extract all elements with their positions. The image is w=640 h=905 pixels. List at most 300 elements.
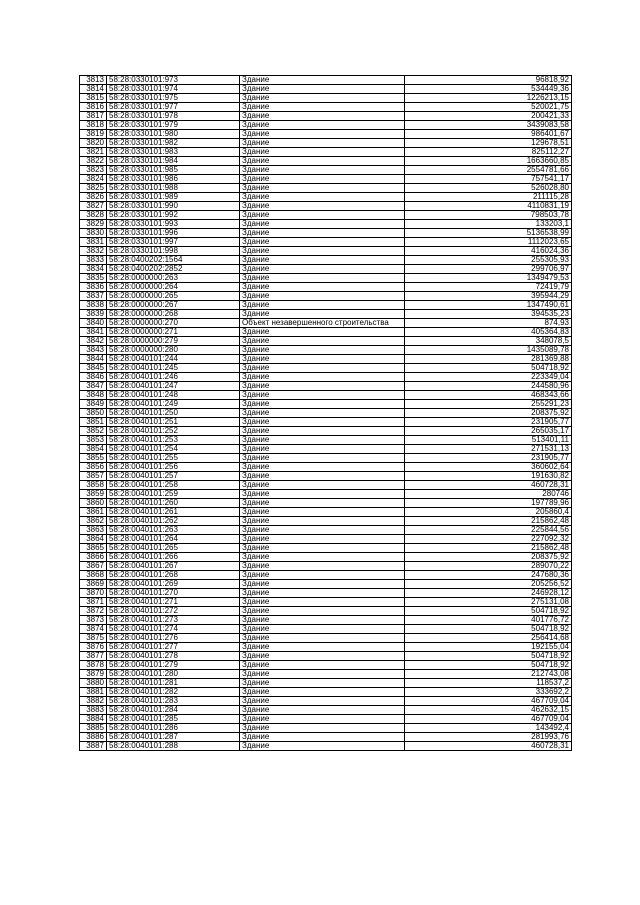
value-cell: 208375,92	[405, 409, 572, 418]
cadastral-number-cell: 58:28:0330101:998	[107, 247, 240, 256]
table-row	[80, 184, 572, 193]
table-row	[80, 364, 572, 373]
table-row	[80, 571, 572, 580]
object-type-cell: Здание	[240, 526, 405, 535]
row-number-cell: 3861	[80, 508, 107, 517]
value-cell: 255305,93	[405, 256, 572, 265]
row-number-cell: 3829	[80, 220, 107, 229]
cadastral-number-cell: 58:28:0040101:282	[107, 688, 240, 697]
value-cell: 504718,92	[405, 661, 572, 670]
table-row	[80, 463, 572, 472]
object-type-cell: Здание	[240, 463, 405, 472]
row-number-cell: 3853	[80, 436, 107, 445]
table-row	[80, 319, 572, 328]
object-type-cell: Здание	[240, 229, 405, 238]
object-type-cell: Здание	[240, 715, 405, 724]
row-number-cell: 3838	[80, 301, 107, 310]
row-number-cell: 3819	[80, 130, 107, 139]
object-type-cell: Здание	[240, 292, 405, 301]
row-number-cell: 3883	[80, 706, 107, 715]
cadastral-number-cell: 58:28:0040101:249	[107, 400, 240, 409]
table-row	[80, 139, 572, 148]
object-type-cell: Здание	[240, 742, 405, 751]
cadastral-number-cell: 58:28:0040101:251	[107, 418, 240, 427]
object-type-cell: Здание	[240, 85, 405, 94]
object-type-cell: Здание	[240, 103, 405, 112]
object-type-cell: Здание	[240, 238, 405, 247]
row-number-cell: 3862	[80, 517, 107, 526]
table-row	[80, 175, 572, 184]
table-row	[80, 337, 572, 346]
value-cell: 534449,36	[405, 85, 572, 94]
value-cell: 200421,33	[405, 112, 572, 121]
table-row	[80, 436, 572, 445]
table-row	[80, 391, 572, 400]
cadastral-number-cell: 58:28:0040101:286	[107, 724, 240, 733]
value-cell: 289070,22	[405, 562, 572, 571]
value-cell: 462632,15	[405, 706, 572, 715]
table-row	[80, 328, 572, 337]
object-type-cell: Здание	[240, 661, 405, 670]
value-cell: 265035,17	[405, 427, 572, 436]
cadastral-number-cell: 58:28:0040101:283	[107, 697, 240, 706]
object-type-cell: Здание	[240, 598, 405, 607]
object-type-cell: Здание	[240, 454, 405, 463]
object-type-cell: Здание	[240, 589, 405, 598]
table-row	[80, 130, 572, 139]
row-number-cell: 3818	[80, 121, 107, 130]
object-type-cell: Здание	[240, 580, 405, 589]
object-type-cell: Здание	[240, 616, 405, 625]
row-number-cell: 3820	[80, 139, 107, 148]
row-number-cell: 3839	[80, 310, 107, 319]
value-cell: 72419,79	[405, 283, 572, 292]
value-cell: 227092,32	[405, 535, 572, 544]
object-type-cell: Здание	[240, 427, 405, 436]
cadastral-number-cell: 58:28:0040101:253	[107, 436, 240, 445]
cadastral-number-cell: 58:28:0040101:252	[107, 427, 240, 436]
row-number-cell: 3846	[80, 373, 107, 382]
value-cell: 212743,08	[405, 670, 572, 679]
table-row	[80, 400, 572, 409]
cadastral-number-cell: 58:28:0330101:997	[107, 238, 240, 247]
row-number-cell: 3880	[80, 679, 107, 688]
table-row	[80, 607, 572, 616]
row-number-cell: 3841	[80, 328, 107, 337]
object-type-cell: Здание	[240, 553, 405, 562]
row-number-cell: 3830	[80, 229, 107, 238]
value-cell: 246928,12	[405, 589, 572, 598]
value-cell: 208375,92	[405, 553, 572, 562]
value-cell: 231905,77	[405, 418, 572, 427]
row-number-cell: 3849	[80, 400, 107, 409]
table-row	[80, 301, 572, 310]
table-row	[80, 274, 572, 283]
object-type-cell: Здание	[240, 112, 405, 121]
value-cell: 526028,80	[405, 184, 572, 193]
object-type-cell: Здание	[240, 148, 405, 157]
cadastral-number-cell: 58:28:0040101:263	[107, 526, 240, 535]
row-number-cell: 3869	[80, 580, 107, 589]
row-number-cell: 3815	[80, 94, 107, 103]
cadastral-number-cell: 58:28:0040101:273	[107, 616, 240, 625]
cadastral-number-cell: 58:28:0040101:264	[107, 535, 240, 544]
value-cell: 4110831,19	[405, 202, 572, 211]
cadastral-number-cell: 58:28:0040101:287	[107, 733, 240, 742]
table-row	[80, 625, 572, 634]
table-row	[80, 256, 572, 265]
value-cell: 197789,96	[405, 499, 572, 508]
table-row	[80, 679, 572, 688]
cadastral-number-cell: 58:28:0330101:990	[107, 202, 240, 211]
row-number-cell: 3868	[80, 571, 107, 580]
value-cell: 468343,66	[405, 391, 572, 400]
value-cell: 247680,36	[405, 571, 572, 580]
object-type-cell: Здание	[240, 211, 405, 220]
table-row	[80, 733, 572, 742]
table-row	[80, 472, 572, 481]
row-number-cell: 3845	[80, 364, 107, 373]
value-cell: 211115,28	[405, 193, 572, 202]
table-row	[80, 373, 572, 382]
row-number-cell: 3825	[80, 184, 107, 193]
row-number-cell: 3856	[80, 463, 107, 472]
cadastral-number-cell: 58:28:0330101:982	[107, 139, 240, 148]
row-number-cell: 3840	[80, 319, 107, 328]
table-row	[80, 670, 572, 679]
object-type-cell: Здание	[240, 337, 405, 346]
table-row	[80, 652, 572, 661]
value-cell: 223349,04	[405, 373, 572, 382]
table-row	[80, 697, 572, 706]
table-row	[80, 427, 572, 436]
table-row	[80, 535, 572, 544]
cadastral-number-cell: 58:28:0040101:262	[107, 517, 240, 526]
cadastral-number-cell: 58:28:0330101:974	[107, 85, 240, 94]
value-cell: 757541,17	[405, 175, 572, 184]
object-type-cell: Здание	[240, 328, 405, 337]
object-type-cell: Здание	[240, 679, 405, 688]
cadastral-number-cell: 58:28:0040101:268	[107, 571, 240, 580]
table-row	[80, 553, 572, 562]
row-number-cell: 3877	[80, 652, 107, 661]
value-cell: 504718,92	[405, 652, 572, 661]
object-type-cell: Здание	[240, 409, 405, 418]
table-row	[80, 688, 572, 697]
value-cell: 401776,72	[405, 616, 572, 625]
table-row	[80, 166, 572, 175]
cadastral-number-cell: 58:28:0040101:277	[107, 643, 240, 652]
row-number-cell: 3857	[80, 472, 107, 481]
object-type-cell: Здание	[240, 220, 405, 229]
row-number-cell: 3824	[80, 175, 107, 184]
row-number-cell: 3828	[80, 211, 107, 220]
object-type-cell: Здание	[240, 184, 405, 193]
cadastral-number-cell: 58:28:0330101:985	[107, 166, 240, 175]
row-number-cell: 3835	[80, 274, 107, 283]
row-number-cell: 3879	[80, 670, 107, 679]
value-cell: 825112,27	[405, 148, 572, 157]
row-number-cell: 3867	[80, 562, 107, 571]
table-row	[80, 418, 572, 427]
table-row	[80, 508, 572, 517]
table-row	[80, 211, 572, 220]
table-row	[80, 499, 572, 508]
value-cell: 360602,64	[405, 463, 572, 472]
cadastral-number-cell: 58:28:0040101:261	[107, 508, 240, 517]
row-number-cell: 3844	[80, 355, 107, 364]
cadastral-number-cell: 58:28:0330101:988	[107, 184, 240, 193]
row-number-cell: 3859	[80, 490, 107, 499]
value-cell: 1349479,53	[405, 274, 572, 283]
table-row	[80, 706, 572, 715]
property-table-body	[80, 76, 572, 751]
cadastral-number-cell: 58:28:0000000:267	[107, 301, 240, 310]
value-cell: 271531,13	[405, 445, 572, 454]
row-number-cell: 3876	[80, 643, 107, 652]
table-row	[80, 445, 572, 454]
row-number-cell: 3870	[80, 589, 107, 598]
cadastral-number-cell: 58:28:0040101:267	[107, 562, 240, 571]
value-cell: 79850З,78	[405, 211, 572, 220]
cadastral-number-cell: 58:28:0040101:256	[107, 463, 240, 472]
cadastral-number-cell: 58:28:0400202:2852	[107, 265, 240, 274]
object-type-cell: Здание	[240, 355, 405, 364]
cadastral-number-cell: 58:28:0040101:258	[107, 481, 240, 490]
cadastral-number-cell: 58:28:0000000:279	[107, 337, 240, 346]
cadastral-number-cell: 58:28:0040101:266	[107, 553, 240, 562]
cadastral-number-cell: 58:28:0040101:272	[107, 607, 240, 616]
value-cell: 256414,68	[405, 634, 572, 643]
table-row	[80, 355, 572, 364]
object-type-cell: Здание	[240, 697, 405, 706]
row-number-cell: 3871	[80, 598, 107, 607]
object-type-cell: Здание	[240, 391, 405, 400]
table-row	[80, 103, 572, 112]
cadastral-number-cell: 58:28:0040101:260	[107, 499, 240, 508]
object-type-cell: Здание	[240, 193, 405, 202]
object-type-cell: Здание	[240, 517, 405, 526]
value-cell: 275131,08	[405, 598, 572, 607]
value-cell: 467709,04	[405, 715, 572, 724]
cadastral-number-cell: 58:28:0330101:992	[107, 211, 240, 220]
value-cell: 416024,36	[405, 247, 572, 256]
table-row	[80, 220, 572, 229]
object-type-cell: Здание	[240, 688, 405, 697]
row-number-cell: 3837	[80, 292, 107, 301]
value-cell: 333692,2	[405, 688, 572, 697]
cadastral-number-cell: 58:28:0000000:270	[107, 319, 240, 328]
row-number-cell: 3866	[80, 553, 107, 562]
value-cell: 1435089,78	[405, 346, 572, 355]
row-number-cell: 3831	[80, 238, 107, 247]
cadastral-number-cell: 58:28:0040101:274	[107, 625, 240, 634]
cadastral-number-cell: 58:28:0330101:993	[107, 220, 240, 229]
table-row	[80, 238, 572, 247]
cadastral-number-cell: 58:28:0330101:975	[107, 94, 240, 103]
row-number-cell: 3874	[80, 625, 107, 634]
value-cell: 348078,5	[405, 337, 572, 346]
cadastral-number-cell: 58:28:0330101:973	[107, 76, 240, 85]
value-cell: 215862,48	[405, 544, 572, 553]
object-type-cell: Здание	[240, 562, 405, 571]
row-number-cell: 3836	[80, 283, 107, 292]
table-row	[80, 562, 572, 571]
value-cell: 118537,2	[405, 679, 572, 688]
row-number-cell: 3887	[80, 742, 107, 751]
table-row	[80, 76, 572, 85]
row-number-cell: 3850	[80, 409, 107, 418]
value-cell: 504718,92	[405, 364, 572, 373]
value-cell: 231905,77	[405, 454, 572, 463]
cadastral-number-cell: 58:28:0040101:271	[107, 598, 240, 607]
table-row	[80, 409, 572, 418]
table-row	[80, 490, 572, 499]
object-type-cell: Здание	[240, 202, 405, 211]
object-type-cell: Здание	[240, 283, 405, 292]
table-row	[80, 202, 572, 211]
object-type-cell: Здание	[240, 364, 405, 373]
row-number-cell: 3872	[80, 607, 107, 616]
object-type-cell: Здание	[240, 346, 405, 355]
cadastral-number-cell: 58:28:0040101:254	[107, 445, 240, 454]
value-cell: 405364,83	[405, 328, 572, 337]
object-type-cell: Здание	[240, 535, 405, 544]
value-cell: 299706,97	[405, 265, 572, 274]
value-cell: 255291,23	[405, 400, 572, 409]
object-type-cell: Здание	[240, 706, 405, 715]
value-cell: 395944,29	[405, 292, 572, 301]
table-row	[80, 454, 572, 463]
cadastral-number-cell: 58:28:0330101:983	[107, 148, 240, 157]
object-type-cell: Здание	[240, 652, 405, 661]
cadastral-number-cell: 58:28:0330101:979	[107, 121, 240, 130]
object-type-cell: Здание	[240, 256, 405, 265]
value-cell: 986401,67	[405, 130, 572, 139]
cadastral-number-cell: 58:28:0400202:1564	[107, 256, 240, 265]
value-cell: 205860,4	[405, 508, 572, 517]
object-type-cell: Здание	[240, 247, 405, 256]
cadastral-number-cell: 58:28:0040101:259	[107, 490, 240, 499]
row-number-cell: 3886	[80, 733, 107, 742]
row-number-cell: 3885	[80, 724, 107, 733]
cadastral-number-cell: 58:28:0330101:996	[107, 229, 240, 238]
cadastral-number-cell: 58:28:0040101:245	[107, 364, 240, 373]
object-type-cell: Здание	[240, 625, 405, 634]
value-cell: 460728,31	[405, 742, 572, 751]
value-cell: 1226213,15	[405, 94, 572, 103]
row-number-cell: 3855	[80, 454, 107, 463]
value-cell: 3439083,58	[405, 121, 572, 130]
object-type-cell: Здание	[240, 544, 405, 553]
value-cell: 1112023,65	[405, 238, 572, 247]
cadastral-number-cell: 58:28:0040101:279	[107, 661, 240, 670]
object-type-cell: Здание	[240, 571, 405, 580]
cadastral-number-cell: 58:28:0330101:978	[107, 112, 240, 121]
object-type-cell: Здание	[240, 121, 405, 130]
table-row	[80, 661, 572, 670]
object-type-cell: Здание	[240, 490, 405, 499]
object-type-cell: Здание	[240, 724, 405, 733]
row-number-cell: 3821	[80, 148, 107, 157]
cadastral-number-cell: 58:28:0040101:281	[107, 679, 240, 688]
object-type-cell: Здание	[240, 76, 405, 85]
table-row	[80, 580, 572, 589]
table-row	[80, 643, 572, 652]
value-cell: 513401,11	[405, 436, 572, 445]
value-cell: 1663660,85	[405, 157, 572, 166]
table-row	[80, 121, 572, 130]
cadastral-number-cell: 58:28:0040101:247	[107, 382, 240, 391]
row-number-cell: 3865	[80, 544, 107, 553]
row-number-cell: 3834	[80, 265, 107, 274]
row-number-cell: 3882	[80, 697, 107, 706]
row-number-cell: 3854	[80, 445, 107, 454]
row-number-cell: 3848	[80, 391, 107, 400]
object-type-cell: Здание	[240, 373, 405, 382]
object-type-cell: Здание	[240, 508, 405, 517]
row-number-cell: 3878	[80, 661, 107, 670]
table-row	[80, 346, 572, 355]
row-number-cell: 3832	[80, 247, 107, 256]
value-cell: 504718,92	[405, 625, 572, 634]
cadastral-number-cell: 58:28:0330101:986	[107, 175, 240, 184]
object-type-cell: Здание	[240, 643, 405, 652]
row-number-cell: 3842	[80, 337, 107, 346]
object-type-cell: Здание	[240, 130, 405, 139]
object-type-cell: Здание	[240, 436, 405, 445]
value-cell: 1347490,61	[405, 301, 572, 310]
row-number-cell: 3817	[80, 112, 107, 121]
value-cell: 5136538,99	[405, 229, 572, 238]
object-type-cell: Здание	[240, 274, 405, 283]
object-type-cell: Здание	[240, 94, 405, 103]
table-row	[80, 229, 572, 238]
value-cell: 467709,04	[405, 697, 572, 706]
cadastral-number-cell: 58:28:0040101:280	[107, 670, 240, 679]
cadastral-number-cell: 58:28:0000000:271	[107, 328, 240, 337]
object-type-cell: Здание	[240, 400, 405, 409]
table-row	[80, 544, 572, 553]
cadastral-number-cell: 58:28:0000000:263	[107, 274, 240, 283]
object-type-cell: Здание	[240, 139, 405, 148]
cadastral-number-cell: 58:28:0330101:980	[107, 130, 240, 139]
value-cell: 205256,52	[405, 580, 572, 589]
cadastral-number-cell: 58:28:0040101:269	[107, 580, 240, 589]
value-cell: 225844,56	[405, 526, 572, 535]
object-type-cell: Здание	[240, 166, 405, 175]
property-table	[79, 75, 572, 751]
value-cell: 874,93	[405, 319, 572, 328]
object-type-cell: Здание	[240, 175, 405, 184]
row-number-cell: 3823	[80, 166, 107, 175]
cadastral-number-cell: 58:28:0000000:280	[107, 346, 240, 355]
table-row	[80, 193, 572, 202]
row-number-cell: 3860	[80, 499, 107, 508]
cadastral-number-cell: 58:28:0040101:285	[107, 715, 240, 724]
value-cell: 129678,51	[405, 139, 572, 148]
value-cell: 244580,96	[405, 382, 572, 391]
object-type-cell: Здание	[240, 472, 405, 481]
table-row	[80, 157, 572, 166]
object-type-cell: Здание	[240, 382, 405, 391]
object-type-cell: Здание	[240, 634, 405, 643]
table-row	[80, 616, 572, 625]
table-row	[80, 589, 572, 598]
table-row	[80, 481, 572, 490]
object-type-cell: Здание	[240, 481, 405, 490]
cadastral-number-cell: 58:28:0040101:250	[107, 409, 240, 418]
